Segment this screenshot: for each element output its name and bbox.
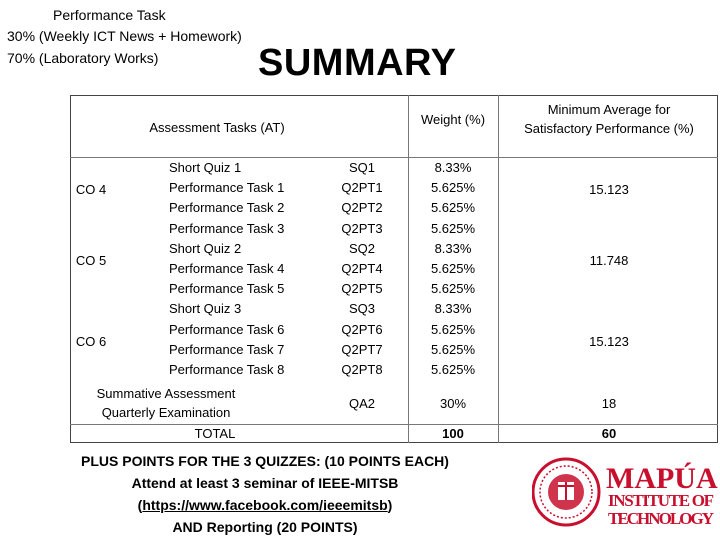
- total-label: TOTAL: [194, 426, 236, 441]
- course-outcome-label: CO 4: [75, 182, 107, 198]
- task-code: SQ3: [348, 301, 375, 317]
- task-weight: 8.33%: [434, 301, 472, 317]
- summative-weight: 30%: [439, 396, 467, 411]
- weighting-line-2: 70% (Laboratory Works): [7, 50, 159, 66]
- summative-min: 18: [601, 396, 617, 411]
- total-divider: [70, 424, 718, 425]
- group-min-average: 15.123: [589, 182, 629, 198]
- header-assessment-tasks: Assessment Tasks (AT): [149, 120, 285, 135]
- task-weight: 8.33%: [434, 240, 472, 256]
- footer-line-2: Attend at least 3 seminar of IEEE-MITSB: [131, 475, 399, 491]
- task-name: Performance Task 3: [169, 220, 285, 236]
- total-weight: 100: [442, 426, 464, 441]
- footer-line-3: [60, 494, 470, 516]
- task-code: Q2PT6: [341, 321, 383, 337]
- link-close: ): [387, 497, 393, 513]
- task-code: SQ2: [348, 240, 375, 256]
- task-weight: 5.625%: [430, 281, 476, 297]
- task-name: Short Quiz 3: [169, 301, 242, 317]
- header-divider: [70, 157, 718, 158]
- header-weight: Weight (%): [420, 112, 486, 127]
- task-name: Performance Task 8: [169, 362, 285, 377]
- quarterly-exam-label: Quarterly Examination: [101, 405, 231, 420]
- task-name: Performance Task 1: [169, 180, 285, 196]
- task-weight: 5.625%: [430, 362, 476, 377]
- course-outcome-label: CO 6: [75, 333, 107, 349]
- task-name: Performance Task 2: [169, 200, 285, 216]
- task-code: Q2PT3: [341, 220, 383, 236]
- task-name: Performance Task 4: [169, 261, 285, 276]
- total-min: 60: [601, 426, 617, 441]
- task-weight: 5.625%: [430, 180, 476, 196]
- logo-word-technology: TECHNOLOGY: [608, 509, 714, 528]
- header-min-average: Minimum Average for Satisfactory Performance (%): [524, 102, 694, 136]
- task-code: Q2PT1: [341, 180, 383, 196]
- logo-word-institute: INSTITUTE OF: [608, 491, 714, 510]
- plus-points-note: [60, 450, 470, 538]
- column-divider: [408, 95, 409, 443]
- task-name: Short Quiz 1: [169, 160, 242, 175]
- summary-heading: SUMMARY: [258, 42, 457, 84]
- column-divider: [498, 95, 499, 443]
- mapua-logo: [532, 452, 718, 532]
- link-open: (: [137, 497, 143, 513]
- task-weight: 5.625%: [430, 261, 476, 276]
- task-code: Q2PT8: [341, 362, 383, 377]
- footer-line-1: PLUS POINTS FOR THE 3 QUIZZES: (10 POINTS EACH): [81, 453, 449, 469]
- task-weight: 5.625%: [430, 200, 476, 216]
- group-min-average: 11.748: [589, 253, 629, 268]
- task-weight: 5.625%: [430, 341, 476, 357]
- task-weight: 8.33%: [434, 160, 472, 175]
- task-name: Short Quiz 2: [169, 240, 242, 256]
- task-weight: 5.625%: [430, 321, 476, 337]
- task-code: Q2PT7: [341, 341, 383, 357]
- task-code: Q2PT2: [341, 200, 383, 216]
- task-name: Performance Task 6: [169, 321, 285, 337]
- summative-code: QA2: [348, 396, 375, 411]
- weighting-line-1: 30% (Weekly ICT News + Homework): [7, 28, 242, 44]
- task-code: Q2PT4: [341, 261, 383, 276]
- task-name: Performance Task 7: [169, 341, 285, 357]
- task-code: Q2PT5: [341, 281, 383, 297]
- task-code: SQ1: [348, 160, 375, 175]
- task-weight: 5.625%: [430, 220, 476, 236]
- task-title: Performance Task: [53, 7, 166, 23]
- group-min-average: 15.123: [589, 333, 629, 349]
- summative-label: Summative Assessment: [96, 386, 236, 401]
- footer-line-4: AND Reporting (20 POINTS): [172, 519, 358, 535]
- logo-word-mapua: MAPÚA: [606, 462, 718, 495]
- course-outcome-label: CO 5: [75, 253, 107, 268]
- ieee-facebook-link[interactable]: https://www.facebook.com/ieeemitsb: [142, 497, 388, 513]
- task-name: Performance Task 5: [169, 281, 285, 297]
- mapua-seal-icon: [532, 452, 718, 532]
